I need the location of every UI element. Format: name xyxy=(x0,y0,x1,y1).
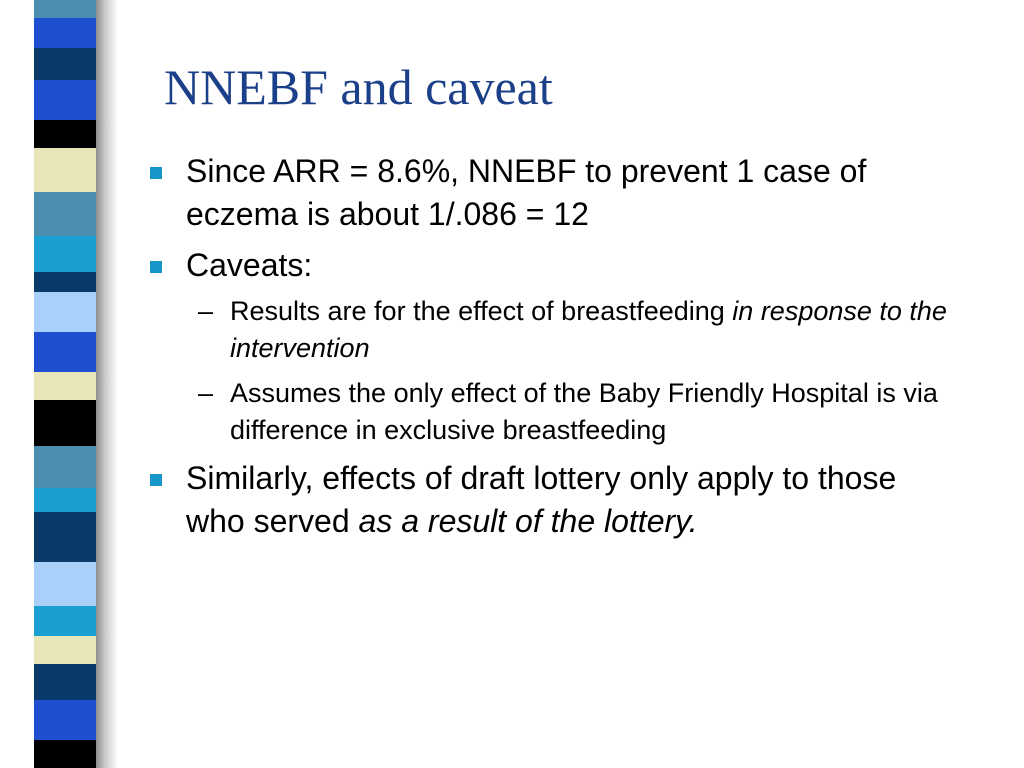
decorative-stripe xyxy=(34,636,96,664)
decorative-stripe xyxy=(34,606,96,636)
dash-bullet-icon: – xyxy=(198,296,214,326)
bullet-item-1 xyxy=(150,150,950,236)
bullet-text: Caveats: xyxy=(186,247,313,283)
decorative-stripe xyxy=(34,512,96,562)
sub-bullet-text: Assumes the only effect of the Baby Friendly Hospital is via difference in exclusive breastfeeding xyxy=(230,378,938,445)
decorative-stripe xyxy=(34,236,96,272)
decorative-stripe xyxy=(34,272,96,292)
stripe-shadow xyxy=(96,0,118,768)
decorative-stripe xyxy=(34,292,96,332)
dash-bullet-icon: – xyxy=(198,378,214,408)
bullet-item-2 xyxy=(150,244,950,449)
decorative-stripe-bar xyxy=(34,0,96,768)
square-bullet-icon xyxy=(150,167,162,179)
square-bullet-icon xyxy=(150,474,162,486)
decorative-stripe xyxy=(34,0,96,18)
decorative-stripe xyxy=(34,400,96,446)
bullet-italic-text: as a result of the lottery. xyxy=(358,503,698,539)
decorative-stripe xyxy=(34,740,96,768)
sub-bullet-text: Results are for the effect of breastfeeding xyxy=(230,296,733,326)
slide-title: NNEBF and caveat xyxy=(164,59,553,115)
decorative-stripe xyxy=(34,446,96,488)
bullet-list xyxy=(150,150,950,551)
decorative-stripe xyxy=(34,18,96,48)
decorative-stripe xyxy=(34,192,96,236)
decorative-stripe xyxy=(34,372,96,400)
sub-bullet-list xyxy=(186,293,950,449)
square-bullet-icon xyxy=(150,261,162,273)
decorative-stripe xyxy=(34,664,96,700)
decorative-stripe xyxy=(34,80,96,120)
decorative-stripe xyxy=(34,120,96,148)
sub-bullet-italic-text: in response to the intervention xyxy=(230,296,947,363)
decorative-stripe xyxy=(34,332,96,372)
decorative-stripe xyxy=(34,562,96,606)
bullet-text: Since ARR = 8.6%, NNEBF to prevent 1 case of eczema is about 1/.086 = 12 xyxy=(186,153,867,232)
decorative-stripe xyxy=(34,148,96,192)
decorative-stripe xyxy=(34,48,96,80)
sub-bullet-item-1 xyxy=(186,293,950,367)
bullet-text: Similarly, effects of draft lottery only apply to those who served xyxy=(186,460,897,539)
sub-bullet-item-2 xyxy=(186,375,950,449)
decorative-stripe xyxy=(34,700,96,740)
decorative-stripe xyxy=(34,488,96,512)
bullet-item-3 xyxy=(150,457,950,543)
